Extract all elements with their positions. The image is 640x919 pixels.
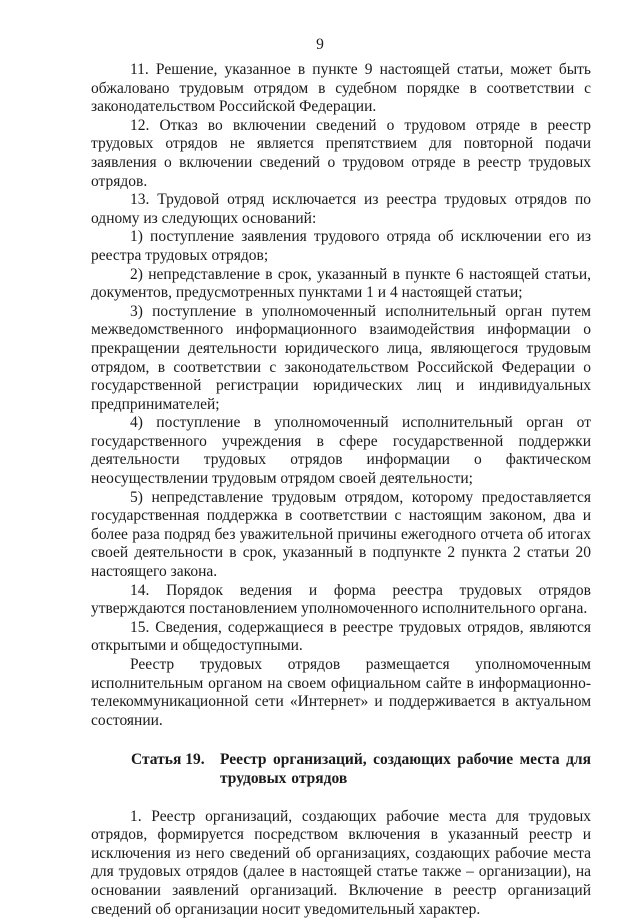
paragraph-13: 13. Трудовой отряд исключается из реестра трудовых отрядов по одному из следующих оснований: [91, 191, 591, 227]
paragraph-13-item-5: 5) непредставление трудовым отрядом, которому предоставляется государственная поддержка в соответствии с настоящим законом, два и более раза подряд без уважительной причины ежегодного отчета об итогах своей деятельности в срок, указанный в подпункте 2 пункта 2 статьи 20 настоящего закона. [91, 488, 591, 581]
paragraph-14: 14. Порядок ведения и форма реестра трудовых отрядов утверждаются постановлением уполномоченного исполнительного органа. [91, 581, 591, 618]
paragraph-15-continued: Реестр трудовых отрядов размещается уполномоченным исполнительным органом на своем официальном сайте в информационно-телекоммуникационной сети «Интернет» и поддерживается в актуальном состоянии. [91, 656, 591, 729]
paragraph-13-item-1: 1) поступление заявления трудового отряда об исключении его из реестра трудовых отрядов; [91, 228, 591, 264]
article-number: Статья 19. [131, 751, 205, 769]
document-body [91, 61, 591, 919]
paragraph-15: 15. Сведения, содержащиеся в реестре трудовых отрядов, являются открытыми и общедоступными. [91, 618, 591, 655]
article-19-paragraph-1: 1. Реестр организаций, создающих рабочие места для трудовых отрядов, формируется посредством включения в указанный реестр и исключения из него сведений об организациях, создающих рабочие места для трудовых отрядов (далее в настоящей статье также – организации), на основании заявлений организаций. Включение в реестр организаций сведений об организации носит уведомительный характер. [91, 807, 591, 918]
paragraph-13-item-4: 4) поступление в уполномоченный исполнительный орган от государственного учреждения в сфере государственной поддержки деятельности трудовых отрядов информации о фактическом неосуществлении трудовым отрядом своей деятельности; [91, 414, 591, 488]
article-title: Реестр организаций, создающих рабочие места для трудовых отрядов [220, 751, 591, 787]
article-heading [91, 751, 591, 788]
paragraph-13-item-2: 2) непредставление в срок, указанный в пункте 6 настоящей статьи, документов, предусмотренных пунктами 1 и 4 настоящей статьи; [91, 265, 591, 302]
page-number: 9 [316, 36, 324, 53]
paragraph-12: 12. Отказ во включении сведений о трудовом отряде в реестр трудовых отрядов не является препятствием для повторной подачи заявления о включении сведений о трудовом отряде в реестр трудовых отрядов. [91, 116, 591, 190]
paragraph-11: 11. Решение, указанное в пункте 9 настоящей статьи, может быть обжаловано трудовым отрядом в судебном порядке в соответствии с законодательством Российской Федерации. [91, 61, 591, 116]
paragraph-13-item-3: 3) поступление в уполномоченный исполнительный орган путем межведомственного информационного взаимодействия информации о прекращении деятельности юридического лица, являющегося трудовым отрядом, в соответствии с законодательством Российской Федерации о государственной регистрации юридических лиц и индивидуальных предпринимателей; [91, 302, 591, 413]
